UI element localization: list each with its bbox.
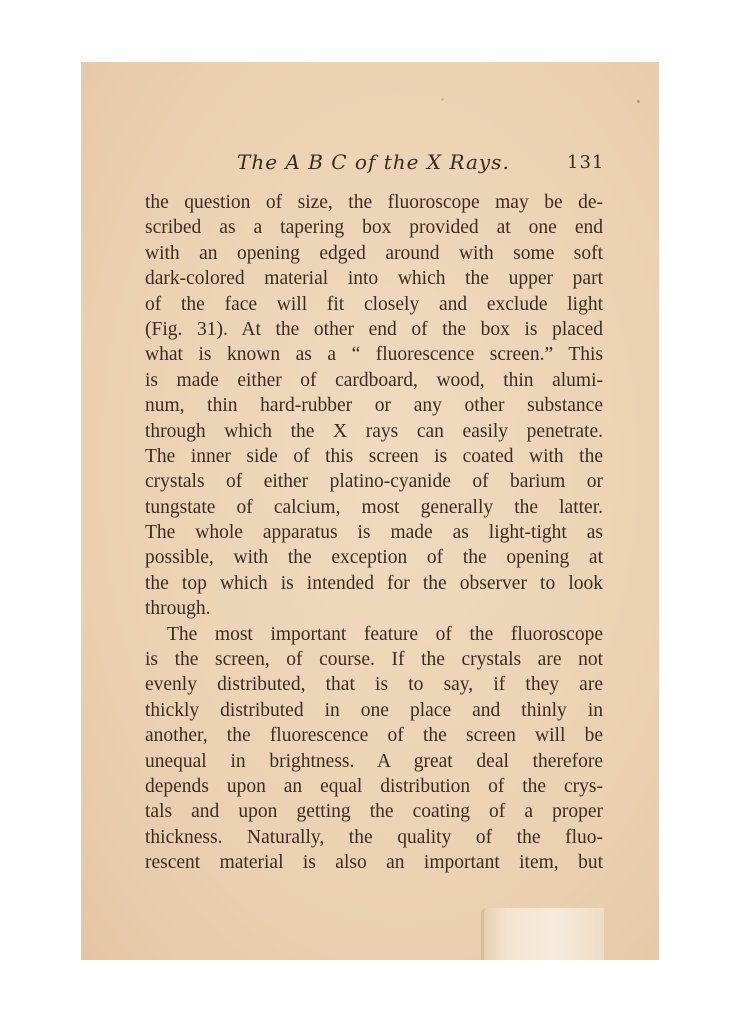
text-line: The most important feature of the fluoroscope (167, 623, 603, 645)
text-line: through. (145, 598, 211, 620)
text-line: with an opening edged around with some soft (145, 242, 603, 264)
paper-speck (637, 100, 640, 103)
text-line: possible, with the exception of the opening at (145, 547, 603, 569)
text-line: num, thin hard-rubber or any other substance (145, 395, 603, 417)
page-number: 131 (567, 152, 605, 173)
text-line: tals and upon getting the coating of a proper (145, 801, 603, 823)
text-line: unequal in brightness. A great deal therefore (145, 750, 603, 772)
text-line: thickly distributed in one place and thinly in (145, 699, 603, 721)
text-line: through which the X rays can easily penetrate. (145, 420, 603, 442)
text-line: rescent material is also an important item, but (145, 852, 603, 874)
text-line: The inner side of this screen is coated with the (145, 445, 603, 467)
paragraph-2 (145, 622, 603, 876)
text-line: (Fig. 31). At the other end of the box is placed (145, 318, 603, 340)
page-header (81, 150, 659, 180)
text-line: another, the fluorescence of the screen will be (145, 725, 603, 747)
scanned-page (81, 62, 659, 960)
text-line: what is known as a “ fluorescence screen.” This (145, 344, 603, 366)
text-line: evenly distributed, that is to say, if they are (145, 674, 603, 696)
body-text (145, 190, 603, 876)
text-line: dark-colored material into which the upper part (145, 268, 603, 290)
running-title: The A B C of the X Rays. (237, 150, 510, 174)
text-line: depends upon an equal distribution of the crys- (145, 775, 603, 797)
text-line: crystals of either platino-cyanide of barium or (145, 471, 603, 493)
paper-tab-mark (481, 908, 604, 960)
text-line: of the face will fit closely and exclude light (145, 293, 603, 315)
text-line: the top which is intended for the observer to look (145, 572, 603, 594)
text-line: the question of size, the fluoroscope may be de- (145, 192, 603, 213)
paragraph-1 (145, 190, 603, 622)
text-line: is the screen, of course. If the crystals are not (145, 649, 603, 671)
text-line: tungstate of calcium, most generally the latter. (145, 496, 603, 518)
paper-speck (441, 98, 444, 101)
text-line: The whole apparatus is made as light-tight as (145, 522, 603, 544)
text-line: thickness. Naturally, the quality of the fluo- (145, 826, 603, 848)
text-line: is made either of cardboard, wood, thin alumi- (145, 369, 603, 391)
text-line: scribed as a tapering box provided at one end (145, 217, 603, 239)
